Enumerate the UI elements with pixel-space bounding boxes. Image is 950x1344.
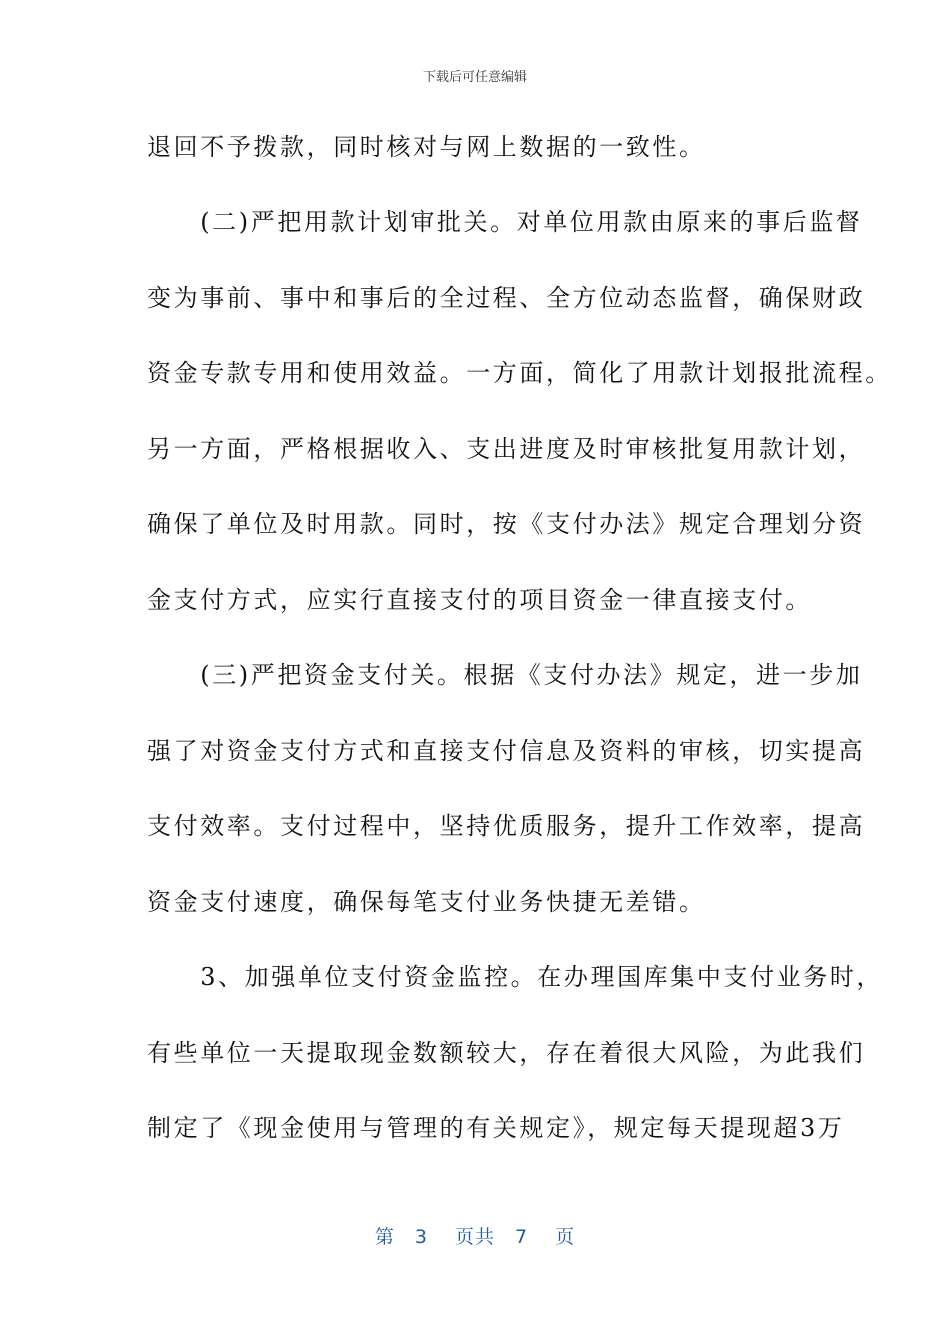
text-line: 确保了单位及时用款。同时，按《支付办法》规定合理划分资 bbox=[147, 510, 866, 538]
text-line: 支付效率。支付过程中，坚持优质服务，提升工作效率，提高 bbox=[147, 812, 866, 840]
page-number-footer: 第 3 页共 7 页 bbox=[374, 1226, 576, 1248]
text-line: 另一方面，严格根据收入、支出进度及时审核批复用款计划， bbox=[147, 435, 866, 463]
text-line: 资金支付速度，确保每笔支付业务快捷无差错。 bbox=[147, 888, 706, 916]
text-line: 变为事前、事中和事后的全过程、全方位动态监督，确保财政 bbox=[147, 284, 866, 312]
text-line: 制定了《现金使用与管理的有关规定》，规定每天提现超3万 bbox=[147, 1114, 845, 1142]
text-line: 资金专款专用和使用效益。一方面，简化了用款计划报批流程。 bbox=[147, 359, 892, 387]
page-header-note: 下载后可任意编辑 bbox=[422, 70, 527, 85]
text-line: 退回不予拨款，同时核对与网上数据的一致性。 bbox=[147, 133, 706, 161]
text-line: (二)严把用款计划审批关。对单位用款由原来的事后监督 bbox=[147, 208, 863, 236]
text-line: 金支付方式，应实行直接支付的项目资金一律直接支付。 bbox=[147, 586, 812, 614]
text-line: (三)严把资金支付关。根据《支付办法》规定，进一步加 bbox=[147, 661, 863, 689]
text-line: 有些单位一天提取现金数额较大，存在着很大风险，为此我们 bbox=[147, 1039, 866, 1067]
text-line: 3、加强单位支付资金监控。在办理国库集中支付业务时， bbox=[147, 963, 884, 991]
text-line: 强了对资金支付方式和直接支付信息及资料的审核，切实提高 bbox=[147, 737, 866, 765]
